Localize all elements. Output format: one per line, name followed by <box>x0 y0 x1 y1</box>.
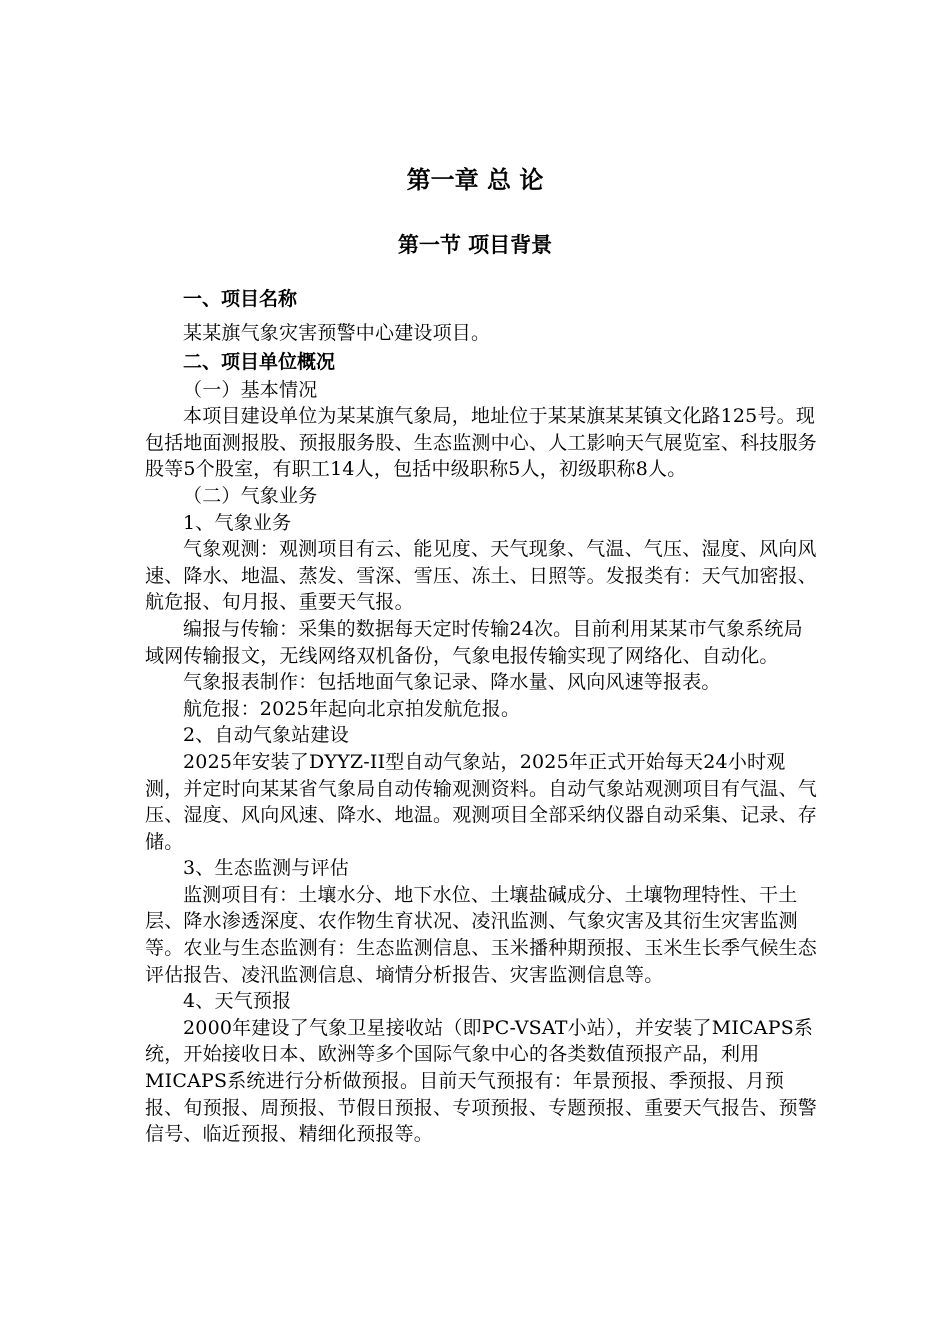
paragraph-transmission: 编报与传输：采集的数据每天定时传输24次。目前利用某某市气象系统局域网传输报文，无线网络双机备份，气象电报传输实现了网络化、自动化。 <box>145 617 803 667</box>
paragraph-eco-monitoring: 监测项目有：土壤水分、地下水位、土壤盐碱成分、土壤物理特性、干土层、降水渗透深度、农作物生育状况、凌汛监测、气象灾害及其衍生灾害监测等。农业与生态监测有：生态监测信息、玉米播种期预报、玉米生长季气候生态评估报告、凌汛监测信息、墒情分析报告、灾害监测信息等。 <box>145 883 818 986</box>
paragraph-auto-station: 2025年安装了DYYZ-II型自动气象站，2025年正式开始每天24小时观测，并定时向某某省气象局自动传输观测资料。自动气象站观测项目有气温、气压、湿度、风向风速、降水、地温。观测项目全部采纳仪器自动采集、记录、存储。 <box>145 750 818 853</box>
subheading-business-1: 1、气象业务 <box>183 511 292 534</box>
subheading-business-2: 2、自动气象站建设 <box>183 724 349 747</box>
subheading-meteorological-business: （二）气象业务 <box>183 484 318 507</box>
chapter-title: 第一章 总 论 <box>406 166 544 194</box>
paragraph-basic-info: 本项目建设单位为某某旗气象局，地址位于某某旗某某镇文化路125号。现包括地面测报股、预报服务股、生态监测中心、人工影响天气展览室、科技服务股等5个股室，有职工14人，包括中级职称5人，初级职称8人。 <box>145 405 818 481</box>
section-title: 第一节 项目背景 <box>397 233 553 257</box>
paragraph-observation: 气象观测：观测项目有云、能见度、天气现象、气温、气压、湿度、风向风速、降水、地温、蒸发、雪深、雪压、冻土、日照等。发报类有：天气加密报、航危报、旬月报、重要天气报。 <box>145 538 818 614</box>
subheading-basic-info: （一）基本情况 <box>183 378 318 401</box>
heading-unit-overview: 二、项目单位概况 <box>183 350 336 373</box>
paragraph-reports: 气象报表制作：包括地面气象记录、降水量、风向风速等报表。 <box>183 671 721 694</box>
subheading-business-4: 4、天气预报 <box>183 990 292 1013</box>
paragraph-forecast: 2000年建设了气象卫星接收站（即PC-VSAT小站），并安装了MICAPS系统，开始接收日本、欧洲等多个国际气象中心的各类数值预报产品，利用MICAPS系统进行分析做预报。目前天气预报有：年景预报、季预报、月预报、旬预报、周预报、节假日预报、专项预报、专题预报、重要天气报告、预警信号、临近预报、精细化预报等。 <box>145 1016 818 1146</box>
body-text <box>145 284 820 1148</box>
paragraph-aviation: 航危报：2025年起向北京拍发航危报。 <box>183 697 521 720</box>
subheading-business-3: 3、生态监测与评估 <box>183 857 349 880</box>
heading-project-name: 一、项目名称 <box>183 288 298 310</box>
paragraph-project-name: 某某旗气象灾害预警中心建设项目。 <box>183 322 491 344</box>
